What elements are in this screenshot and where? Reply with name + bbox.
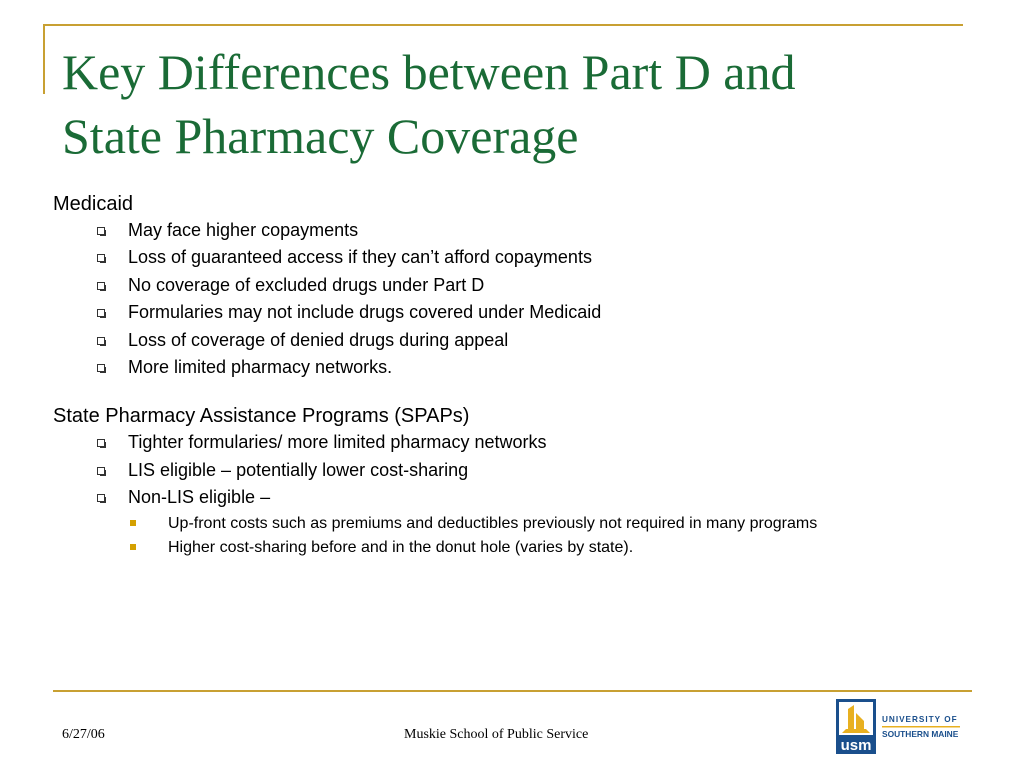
- slide-title-line-2: State Pharmacy Coverage: [62, 108, 579, 164]
- list-item: [53, 484, 953, 511]
- sub-list-item: [53, 538, 953, 557]
- list-item-text: Tighter formularies/ more limited pharmacy networks: [128, 432, 547, 453]
- hollow-square-bullet-icon: [97, 282, 105, 290]
- list-item: [53, 217, 953, 244]
- hollow-square-bullet-icon: [97, 309, 105, 317]
- hollow-square-bullet-icon: [97, 364, 105, 372]
- hollow-square-bullet-icon: [97, 337, 105, 345]
- slide-body: [53, 191, 953, 562]
- list-item-text: No coverage of excluded drugs under Part D: [128, 274, 485, 295]
- section-heading-medicaid: Medicaid: [53, 193, 134, 215]
- list-item-text: Loss of coverage of denied drugs during appeal: [128, 329, 509, 350]
- hollow-square-bullet-icon: [97, 494, 105, 502]
- footer-organization: Muskie School of Public Service: [404, 727, 589, 742]
- list-item-text: More limited pharmacy networks.: [128, 357, 393, 378]
- list-item: [53, 244, 953, 271]
- section-heading-spaps: State Pharmacy Assistance Programs (SPAPs): [53, 405, 470, 428]
- list-item: [53, 299, 953, 326]
- list-item: [53, 327, 953, 354]
- sub-list-item-text: Higher cost-sharing before and in the donut hole (varies by state).: [168, 538, 634, 556]
- filled-square-bullet-icon: [130, 544, 136, 550]
- hollow-square-bullet-icon: [97, 467, 105, 475]
- list-item: [53, 354, 953, 381]
- frame-left-line: [43, 24, 45, 94]
- list-item-text: May face higher copayments: [128, 220, 359, 240]
- usm-logo-line-2: SOUTHERN MAINE: [882, 729, 959, 739]
- footer-rule: [53, 690, 972, 692]
- list-item: [53, 457, 953, 484]
- hollow-square-bullet-icon: [97, 254, 105, 262]
- slide-title: [62, 40, 962, 168]
- hollow-square-bullet-icon: [97, 439, 105, 447]
- hollow-square-bullet-icon: [97, 227, 105, 235]
- list-item-text: Formularies may not include drugs covered under Medicaid: [128, 302, 602, 323]
- slide-title-line-1: Key Differences between Part D and: [62, 44, 796, 100]
- filled-square-bullet-icon: [130, 520, 136, 526]
- list-item-text: Loss of guaranteed access if they can’t afford copayments: [128, 247, 592, 268]
- list-item-text: LIS eligible – potentially lower cost-sharing: [128, 459, 469, 480]
- sub-list-item-text: Up-front costs such as premiums and deductibles previously not required in many programs: [168, 514, 818, 532]
- list-item: [53, 272, 953, 299]
- non-lis-sublist: [53, 514, 953, 557]
- sub-list-item: [53, 514, 953, 533]
- medicaid-list: [53, 217, 953, 381]
- list-item-text: Non-LIS eligible –: [128, 487, 271, 508]
- footer-date: 6/27/06: [62, 727, 105, 742]
- usm-logo-abbr: usm: [840, 737, 872, 754]
- usm-logo: [836, 699, 962, 754]
- spaps-list: [53, 429, 953, 511]
- usm-logo-line-1: UNIVERSITY OF: [882, 715, 958, 724]
- frame-top-line: [43, 24, 963, 26]
- list-item: [53, 429, 953, 456]
